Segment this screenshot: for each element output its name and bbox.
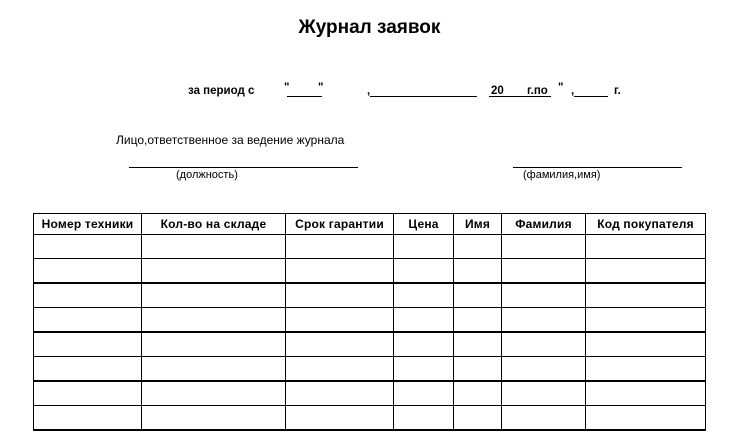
period-day-blank[interactable] <box>287 96 322 97</box>
table-cell[interactable] <box>586 357 706 382</box>
period-to-comma: , <box>571 85 575 97</box>
table-cell[interactable] <box>286 283 394 308</box>
table-cell[interactable] <box>142 283 286 308</box>
column-header: Кол-во на складе <box>142 214 286 235</box>
period-to-blank[interactable] <box>574 96 608 97</box>
column-header: Код покупателя <box>586 214 706 235</box>
table-cell[interactable] <box>394 308 454 333</box>
table-row <box>34 308 706 333</box>
table-row <box>34 332 706 357</box>
table-cell[interactable] <box>454 308 502 333</box>
table-cell[interactable] <box>286 381 394 406</box>
table-cell[interactable] <box>286 235 394 259</box>
table-cell[interactable] <box>34 381 142 406</box>
table-cell[interactable] <box>502 308 586 333</box>
table-cell[interactable] <box>454 235 502 259</box>
table-cell[interactable] <box>502 357 586 382</box>
table-cell[interactable] <box>586 406 706 431</box>
column-header: Имя <box>454 214 502 235</box>
period-from-label: за период с <box>188 85 255 97</box>
period-to-quote: " <box>558 82 564 94</box>
table-cell[interactable] <box>394 406 454 431</box>
table-cell[interactable] <box>286 308 394 333</box>
table-cell[interactable] <box>286 259 394 284</box>
table-cell[interactable] <box>454 259 502 284</box>
table-cell[interactable] <box>142 381 286 406</box>
column-header: Фамилия <box>502 214 586 235</box>
table-cell[interactable] <box>34 308 142 333</box>
column-header: Цена <box>394 214 454 235</box>
table-row <box>34 283 706 308</box>
table-cell[interactable] <box>454 332 502 357</box>
period-quote-open: " <box>284 82 290 94</box>
table-cell[interactable] <box>34 332 142 357</box>
table-cell[interactable] <box>142 406 286 431</box>
position-blank[interactable] <box>129 167 358 168</box>
table-cell[interactable] <box>502 283 586 308</box>
table-cell[interactable] <box>394 259 454 284</box>
table-cell[interactable] <box>502 235 586 259</box>
period-to-label: г.по <box>527 85 548 97</box>
table-cell[interactable] <box>586 308 706 333</box>
column-header: Номер техники <box>34 214 142 235</box>
table-cell[interactable] <box>454 357 502 382</box>
table-row <box>34 381 706 406</box>
table-cell[interactable] <box>394 332 454 357</box>
position-caption: (должность) <box>176 169 238 181</box>
table-cell[interactable] <box>34 357 142 382</box>
period-year-prefix: 20 <box>491 85 504 97</box>
table-cell[interactable] <box>502 332 586 357</box>
table-row <box>34 259 706 284</box>
table-row <box>34 406 706 431</box>
table-cell[interactable] <box>142 259 286 284</box>
table-cell[interactable] <box>586 381 706 406</box>
responsible-label: Лицо,ответственное за ведение журнала <box>116 133 345 147</box>
table-cell[interactable] <box>394 357 454 382</box>
table-cell[interactable] <box>142 332 286 357</box>
table-cell[interactable] <box>34 283 142 308</box>
table-cell[interactable] <box>586 283 706 308</box>
table-cell[interactable] <box>142 357 286 382</box>
table-cell[interactable] <box>142 308 286 333</box>
table-cell[interactable] <box>502 406 586 431</box>
table-cell[interactable] <box>34 259 142 284</box>
table-cell[interactable] <box>394 381 454 406</box>
period-quote-close: " <box>318 82 324 94</box>
table-row <box>34 357 706 382</box>
table-cell[interactable] <box>286 332 394 357</box>
period-month-blank[interactable] <box>370 96 477 97</box>
table-cell[interactable] <box>454 381 502 406</box>
table-cell[interactable] <box>454 283 502 308</box>
table-cell[interactable] <box>142 235 286 259</box>
column-header: Срок гарантии <box>286 214 394 235</box>
table-cell[interactable] <box>502 381 586 406</box>
table-cell[interactable] <box>454 406 502 431</box>
table-cell[interactable] <box>394 283 454 308</box>
document-title: Журнал заявок <box>298 17 441 38</box>
period-comma: , <box>367 85 371 97</box>
journal-table <box>33 213 706 431</box>
table-cell[interactable] <box>586 235 706 259</box>
name-caption: (фамилия,имя) <box>523 169 601 181</box>
period-year-suffix: г. <box>614 85 621 97</box>
table-cell[interactable] <box>286 357 394 382</box>
table-cell[interactable] <box>586 259 706 284</box>
table-cell[interactable] <box>34 235 142 259</box>
table-cell[interactable] <box>286 406 394 431</box>
table-header-row <box>34 214 706 235</box>
table-cell[interactable] <box>502 259 586 284</box>
table-row <box>34 235 706 259</box>
table-cell[interactable] <box>394 235 454 259</box>
name-blank[interactable] <box>513 167 682 168</box>
table-cell[interactable] <box>586 332 706 357</box>
table-cell[interactable] <box>34 406 142 431</box>
